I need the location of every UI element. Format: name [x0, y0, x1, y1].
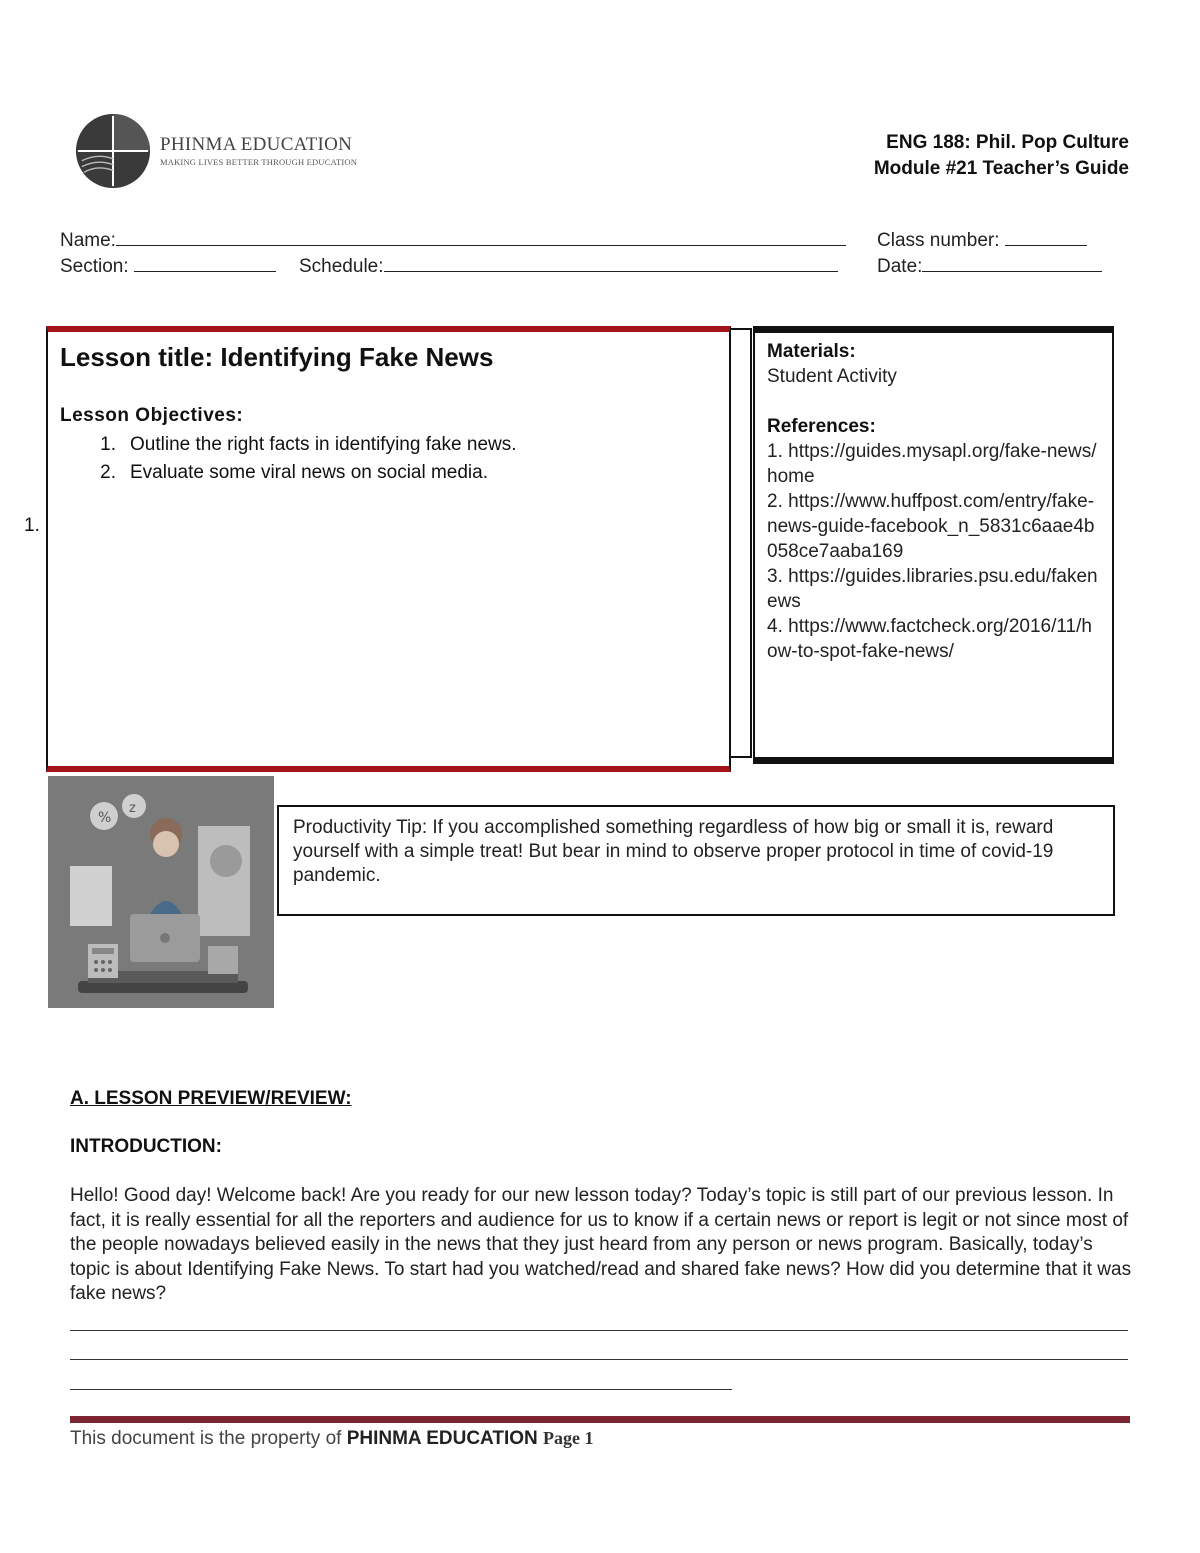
- objectives-heading: Lesson Objectives:: [60, 405, 244, 426]
- logo-tagline: MAKING LIVES BETTER THROUGH EDUCATION: [160, 157, 358, 167]
- class-number-line[interactable]: [1005, 229, 1087, 246]
- section-a-heading: A. LESSON PREVIEW/REVIEW:: [70, 1088, 352, 1109]
- phinma-logo-icon: [74, 112, 152, 190]
- worker-illustration: [48, 776, 274, 1008]
- footer-brand: PHINMA EDUCATION: [346, 1428, 538, 1449]
- page-number: Page 1: [543, 1428, 594, 1448]
- objective-text: Evaluate some viral news on social media.: [130, 462, 489, 483]
- introduction-paragraph: Hello! Good day! Welcome back! Are you ready for our new lesson today? Today’s topic is still part of our previous lesson. In fact, it is really essential for all the reporters and audience for us to know if a certain news or report is legit or not since most of the people nowadays believed easily in the news that they just heard from any person or news program. Basically, today’s topic is about Identifying Fake News. To start had you watched/read and shared fake news? How did you determine that it was fake news?: [70, 1185, 1132, 1304]
- introduction-heading: INTRODUCTION:: [70, 1136, 222, 1157]
- illustration-image: [48, 776, 274, 1008]
- reference-item[interactable]: 3. https://guides.libraries.psu.edu/fakenews: [767, 566, 1098, 612]
- schedule-label: Schedule:: [299, 256, 384, 277]
- objective-text: Outline the right facts in identifying fake news.: [130, 434, 517, 455]
- section-label: Section:: [60, 256, 129, 277]
- materials-heading: Materials:: [767, 341, 856, 362]
- name-line[interactable]: [116, 229, 846, 246]
- class-number-field[interactable]: [877, 229, 1087, 252]
- section-field[interactable]: [60, 255, 276, 278]
- name-label: Name:: [60, 230, 116, 251]
- lesson-title: Lesson title: Identifying Fake News: [60, 342, 494, 372]
- footer-bar: [70, 1416, 1130, 1423]
- answer-line[interactable]: [70, 1389, 732, 1390]
- course-title: ENG 188: Phil. Pop Culture: [886, 132, 1129, 153]
- class-number-label: Class number:: [877, 230, 1000, 251]
- materials-text: Student Activity: [767, 366, 897, 387]
- footer: [70, 1428, 594, 1450]
- materials-box: [753, 326, 1114, 764]
- objective-item: [60, 431, 729, 459]
- lesson-box: [46, 326, 731, 772]
- objective-number: 2.: [100, 462, 116, 483]
- course-header: [874, 130, 1129, 182]
- references-heading: References:: [767, 416, 876, 437]
- schedule-field[interactable]: [299, 255, 838, 278]
- answer-line[interactable]: [70, 1359, 1128, 1360]
- answer-line[interactable]: [70, 1330, 1128, 1331]
- side-number: 1.: [24, 515, 40, 536]
- svg-text:z: z: [129, 801, 136, 816]
- date-field[interactable]: [877, 255, 1102, 278]
- objective-number: 1.: [100, 434, 116, 455]
- logo-name: PHINMA EDUCATION: [160, 134, 353, 155]
- productivity-tip: Productivity Tip: If you accomplished something regardless of how big or small it is, reward yourself with a simple treat! But bear in mind to observe proper protocol in time of covid-19 pandemic.: [277, 805, 1115, 916]
- reference-item[interactable]: 4. https://www.factcheck.org/2016/11/how-to-spot-fake-news/: [767, 616, 1092, 662]
- svg-text:%: %: [98, 810, 112, 826]
- module-title: Module #21 Teacher’s Guide: [873, 158, 1129, 179]
- objectives-list: [60, 431, 729, 487]
- section-line[interactable]: [134, 255, 276, 272]
- footer-text: This document is the property of: [70, 1428, 342, 1449]
- date-label: Date:: [877, 256, 923, 277]
- logo-wordmark: [160, 134, 357, 167]
- date-line[interactable]: [922, 255, 1102, 272]
- schedule-line[interactable]: [384, 255, 838, 272]
- reference-item[interactable]: 2. https://www.huffpost.com/entry/fake-news-guide-facebook_n_5831c6aae4b058ce7aaba169: [767, 491, 1095, 562]
- reference-item[interactable]: 1. https://guides.mysapl.org/fake-news/home: [767, 441, 1097, 487]
- objective-item: [60, 459, 729, 487]
- column-separator: [730, 328, 752, 758]
- name-field[interactable]: [60, 229, 846, 252]
